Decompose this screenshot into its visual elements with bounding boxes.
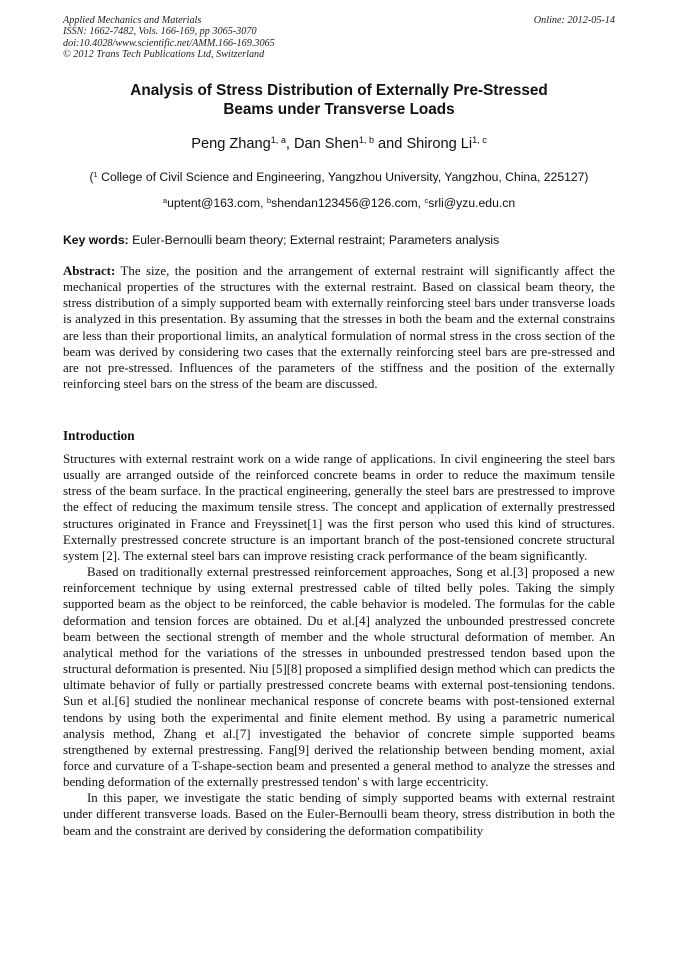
author-list <box>60 135 618 153</box>
email-separator: , <box>260 196 267 210</box>
paper-title <box>60 81 618 119</box>
doi-line: doi:10.4028/www.scientific.net/AMM.166-169.3065 <box>63 37 275 49</box>
keywords <box>63 233 615 248</box>
section-heading-introduction: Introduction <box>63 428 135 443</box>
title-line-2: Beams under Transverse Loads <box>223 101 455 118</box>
affiliation <box>60 170 618 185</box>
keywords-label: Key words: <box>63 233 129 247</box>
title-line-1: Analysis of Stress Distribution of Externally Pre-Stressed <box>130 82 548 99</box>
email-address[interactable]: srli@yzu.edu.cn <box>428 196 516 210</box>
abstract-label: Abstract: <box>63 264 116 278</box>
author-separator: , <box>285 136 294 152</box>
email-separator: , <box>417 196 425 210</box>
email-mark: b <box>266 195 272 205</box>
email-address[interactable]: shendan123456@126.com <box>271 196 418 210</box>
journal-name: Applied Mechanics and Materials <box>63 15 202 26</box>
copyright-line: © 2012 Trans Tech Publications Ltd, Switzerland <box>63 49 265 61</box>
author-affil-mark: 1, c <box>472 135 487 146</box>
email-mark: a <box>162 195 168 205</box>
abstract <box>63 263 615 392</box>
affiliation-open: ( <box>89 170 94 184</box>
journal-header <box>63 15 615 61</box>
online-date: Online: 2012-05-14 <box>533 15 615 26</box>
email-list <box>60 196 618 211</box>
author-name: Dan Shen <box>293 136 359 152</box>
abstract-text: The size, the position and the arrangement of external restraint will significantly affect the mechanical properties of the structures with the external restraint. Based on classical beam theory, the stress distribution of a simply supported beam with externally reinforcing steel bars under transverse loads is analyzed in this presentation. By assuming that the stresses in both the beam and the external constrains are less than their proportional limits, an analytical formulation of normal stress in the cross section of the beam was derived by considering two cases that the externally reinforcing steel bars are pre-stressed and are not pre-stressed. Influences of the parameters of the stiffness and the position of the externally reinforcing steel bars on the stress of the beam are discussed. <box>63 264 615 392</box>
paragraph: Structures with external restraint work on a wide range of applications. In civil engineering the steel bars usually are arranged outside of the reinforced concrete beams in order to reduce the maximum tensile stress of the beam surface. In the practical engineering, generally the steel bars are prestressed to improve the effect of reducing the maximum tensile stress. The concept and application of externally prestressed structures originated in France and Freyssinet[1] was the first person who used this kind of structures. Externally prestressed concrete structure is an important branch of the post-tensioned concrete structural system [2]. The external steel bars can improve resisting crack performance of the beam significantly. <box>63 452 615 563</box>
paragraph: In this paper, we investigate the static bending of simply supported beams with external restraint under different transverse loads. Based on the Euler-Bernoulli beam theory, stress distribution in both the beam and the constraint are derived by considering the deformation compatibility <box>63 791 615 838</box>
email-address[interactable]: uptent@163.com <box>167 196 261 210</box>
author-separator: and <box>373 136 407 152</box>
paragraph: Based on traditionally external prestressed reinforcement approaches, Song et al.[3] proposed a new reinforcement technique by using external prestressed cable of tilted belly poles. Taking the simply supported beam as the object to be reinforced, the cable behavior is modeled. The formulas for the cable deformation and tension forces are obtained. Du et al.[4] analyzed the unbounded prestressed concrete beam between the sectional strength of member and the whole structural deformation of member. An analytical method for the variations of the stresses in unbounded prestressed tendon based upon the structural deformation is presented. Niu [5][8] proposed a simplified design method which can predicts the ultimate behavior of fully or partially prestressed concrete beams with external post-tensioning tendons. Sun et al.[6] studied the nonlinear mechanical response of concrete beams with post-tensioned external tendons by using both the experimental and finite element method. By using a parametric numerical analysis method, Zhang et al.[7] investigated the behavior of concrete simple supported beams strengthened by external prestressing. Fang[9] derived the relationship between bending moment, axial force and curvature of a T-shape-section beam and presented a general method to analyze the stresses and bending deformation of the externally prestressed tendon' s with large eccentricity. <box>63 565 615 790</box>
affiliation-mark: 1 <box>93 169 98 179</box>
author-name: Shirong Li <box>406 136 473 152</box>
keywords-text: Euler-Bernoulli beam theory; External restraint; Parameters analysis <box>128 233 500 247</box>
author-affil-mark: 1, b <box>358 135 374 146</box>
email-mark: c <box>424 195 429 205</box>
affiliation-text: College of Civil Science and Engineering, Yangzhou University, Yangzhou, China, 225127) <box>97 170 589 184</box>
issn-line: ISSN: 1662-7482, Vols. 166-169, pp 3065-3070 <box>63 26 257 38</box>
author-affil-mark: 1, a <box>270 135 286 146</box>
introduction-body <box>63 451 615 839</box>
author-name: Peng Zhang <box>191 136 271 152</box>
